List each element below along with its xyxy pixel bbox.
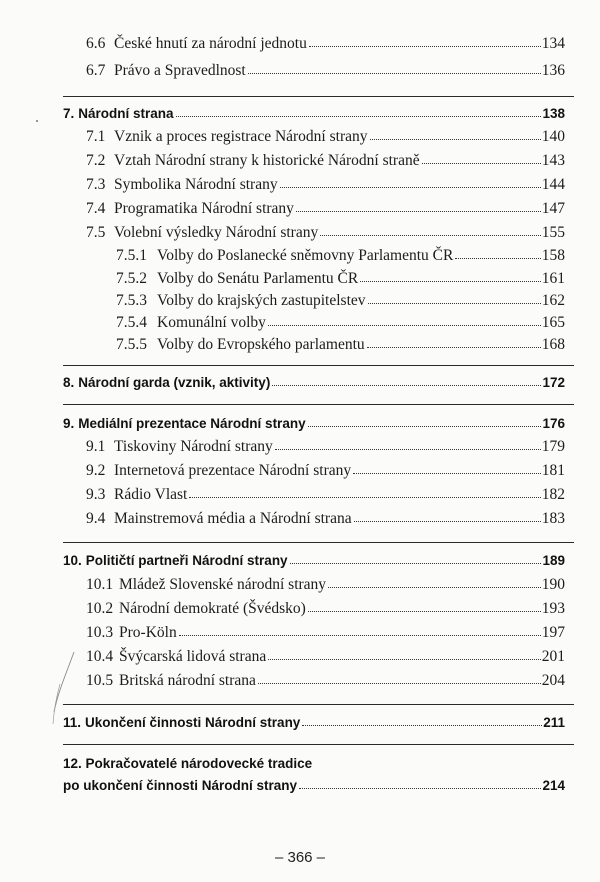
toc-chapter: [63, 416, 565, 431]
toc-entry: [86, 576, 565, 594]
dot-leader: [354, 521, 541, 522]
toc-entry-number: 6.6: [86, 35, 106, 52]
toc-chapter-page: 176: [542, 416, 565, 431]
toc-entry-title: Internetová prezentace Národní strany: [114, 462, 352, 479]
dot-leader: [176, 116, 542, 117]
toc-entry-title: Mainstremová média a Národní strana: [114, 510, 352, 527]
toc-entry-page: 197: [541, 624, 565, 641]
dot-leader: [272, 385, 541, 386]
toc-entry-page: 136: [541, 62, 565, 79]
toc-chapter-number: 11.: [63, 715, 82, 730]
toc-entry-title: Vznik a proces registrace Národní strany: [114, 128, 368, 145]
toc-entry-number: 10.3: [86, 624, 114, 641]
dot-leader: [258, 683, 541, 684]
toc-chapter-multiline: [63, 756, 565, 800]
dot-leader: [367, 347, 541, 348]
dot-leader: [275, 449, 541, 450]
toc-entry: [86, 462, 565, 480]
dot-leader: [290, 563, 542, 564]
toc-chapter-title-line2: po ukončení činnosti Národní strany: [63, 778, 298, 793]
toc-chapter-title-line1: Pokračovatelé národovecké tradice: [85, 756, 313, 771]
toc-entry: [116, 247, 565, 265]
toc-entry-page: 201: [541, 648, 565, 665]
toc-entry-number: 7.2: [86, 152, 106, 169]
toc-chapter-title: Ukončení činnosti Národní strany: [85, 715, 301, 730]
toc-entry-number: 9.4: [86, 510, 106, 527]
toc-chapter-page: 172: [542, 375, 565, 390]
toc-entry-number: 7.3: [86, 176, 106, 193]
pencil-mark-icon: [40, 640, 80, 740]
toc-chapter-number: 7.: [63, 106, 75, 121]
toc-entry: [86, 176, 565, 194]
toc-entry: [86, 152, 565, 170]
toc-entry-number: 7.5.1: [116, 247, 147, 264]
toc-chapter: [63, 553, 565, 568]
dot-leader: [268, 659, 541, 660]
toc-entry-number: 7.5.2: [116, 270, 147, 287]
dot-leader: [296, 211, 541, 212]
toc-chapter-title: Mediální prezentace Národní strany: [78, 416, 306, 431]
toc-entry: [116, 292, 565, 310]
toc-chapter-page: 138: [542, 106, 565, 121]
toc-entry-page: 190: [541, 576, 565, 593]
dot-leader: [309, 46, 541, 47]
toc-entry-title: Tiskoviny Národní strany: [114, 438, 273, 455]
toc-entry-title: Volby do Poslanecké sněmovny Parlamentu ČR: [157, 247, 454, 264]
toc-entry-page: 168: [541, 336, 565, 353]
toc-entry-number: 7.5: [86, 224, 106, 241]
toc-entry-title: Komunální volby: [157, 314, 266, 331]
toc-entry-title: Národní demokraté (Švédsko): [119, 600, 306, 617]
toc-entry-page: 165: [541, 314, 565, 331]
toc-chapter-title: Národní strana: [78, 106, 174, 121]
toc-entry: [86, 600, 565, 618]
toc-entry-number: 6.7: [86, 62, 106, 79]
dot-leader: [360, 281, 541, 282]
toc-entry-page: 162: [541, 292, 565, 309]
toc-entry-page: 144: [541, 176, 565, 193]
toc-entry-number: 7.1: [86, 128, 106, 145]
toc-entry-number: 10.5: [86, 672, 114, 689]
dot-leader: [422, 163, 541, 164]
toc-chapter-line2: [63, 778, 565, 793]
toc-chapter-page: 189: [542, 553, 565, 568]
dot-leader: [302, 725, 542, 726]
toc-entry-title: České hnutí za národní jednotu: [114, 35, 307, 52]
toc-entry-page: 183: [541, 510, 565, 527]
toc-entry: [86, 128, 565, 146]
toc-entry-number: 7.5.5: [116, 336, 147, 353]
toc-entry-title: Rádio Vlast: [114, 486, 188, 503]
toc-entry: [86, 486, 565, 504]
dot-leader: [299, 788, 541, 789]
toc-entry-number: 10.4: [86, 648, 114, 665]
section-divider: [63, 744, 574, 745]
dot-leader: [179, 635, 541, 636]
toc-entry: [86, 200, 565, 218]
toc-entry-number: 7.5.3: [116, 292, 147, 309]
toc-entry-page: 161: [541, 270, 565, 287]
toc-chapter: [63, 106, 565, 121]
section-divider: [63, 704, 574, 705]
toc-chapter: [63, 375, 565, 390]
toc-chapter-title: Političtí partneři Národní strany: [85, 553, 288, 568]
toc-chapter-number: 12.: [63, 756, 82, 771]
toc-entry-number: 7.4: [86, 200, 106, 217]
toc-entry: [86, 648, 565, 666]
toc-entry: [86, 35, 565, 53]
dot-leader: [368, 303, 541, 304]
dot-leader: [320, 235, 541, 236]
toc-chapter-number: 9.: [63, 416, 75, 431]
dot-leader: [370, 139, 541, 140]
toc-entry-number: 7.5.4: [116, 314, 147, 331]
toc-entry-page: 204: [541, 672, 565, 689]
toc-entry-page: 181: [541, 462, 565, 479]
toc-chapter-page: 214: [542, 778, 565, 793]
toc-entry-page: 143: [541, 152, 565, 169]
toc-entry-title: Volby do Senátu Parlamentu ČR: [157, 270, 359, 287]
toc-entry: [116, 270, 565, 288]
dot-mark-icon: [34, 118, 40, 124]
toc-entry-page: 155: [541, 224, 565, 241]
section-divider: [63, 96, 574, 97]
toc-entry: [86, 62, 565, 80]
toc-chapter-number: 8.: [63, 375, 75, 390]
toc-entry-title: Právo a Spravedlnost: [114, 62, 246, 79]
toc-chapter-line1: [63, 756, 312, 771]
toc-chapter: [63, 715, 565, 730]
toc-chapter-page: 211: [543, 715, 565, 730]
page-number: – 366 –: [274, 849, 326, 866]
toc-entry: [116, 314, 565, 332]
toc-entry-title: Volby do krajských zastupitelstev: [157, 292, 366, 309]
toc-entry: [86, 510, 565, 528]
toc-entry-number: 9.3: [86, 486, 106, 503]
toc-entry: [86, 624, 565, 642]
dot-leader: [280, 187, 541, 188]
toc-entry-page: 179: [541, 438, 565, 455]
section-divider: [63, 542, 574, 543]
toc-entry-page: 147: [541, 200, 565, 217]
toc-entry: [86, 438, 565, 456]
toc-entry-number: 9.2: [86, 462, 106, 479]
section-divider: [63, 404, 574, 405]
toc-entry-title: Programatika Národní strany: [114, 200, 294, 217]
toc-entry-title: Symbolika Národní strany: [114, 176, 278, 193]
toc-entry-title: Pro-Köln: [119, 624, 177, 641]
dot-leader: [248, 73, 541, 74]
toc-entry-page: 193: [541, 600, 565, 617]
dot-leader: [353, 473, 541, 474]
toc-entry: [86, 224, 565, 242]
toc-entry-title: Britská národní strana: [119, 672, 256, 689]
toc-chapter-number: 10.: [63, 553, 82, 568]
toc-entry-title: Švýcarská lidová strana: [119, 648, 267, 665]
toc-chapter-title: Národní garda (vznik, aktivity): [78, 375, 271, 390]
toc-entry: [86, 672, 565, 690]
toc-entry-number: 10.2: [86, 600, 114, 617]
toc-entry-title: Mládež Slovenské národní strany: [119, 576, 327, 593]
dot-leader: [308, 426, 542, 427]
dot-leader: [268, 325, 541, 326]
toc-entry-title: Vztah Národní strany k historické Národní straně: [114, 152, 420, 169]
toc-entry: [116, 336, 565, 354]
toc-entry-title: Volební výsledky Národní strany: [114, 224, 319, 241]
toc-entry-title: Volby do Evropského parlamentu: [157, 336, 365, 353]
toc-entry-page: 140: [541, 128, 565, 145]
toc-entry-number: 9.1: [86, 438, 106, 455]
section-divider: [63, 365, 574, 366]
dot-leader: [328, 587, 541, 588]
toc-entry-page: 158: [541, 247, 565, 264]
dot-leader: [455, 258, 540, 259]
dot-leader: [189, 497, 540, 498]
toc-entry-page: 182: [541, 486, 565, 503]
toc-entry-number: 10.1: [86, 576, 114, 593]
toc-entry-page: 134: [541, 35, 565, 52]
dot-leader: [308, 611, 541, 612]
